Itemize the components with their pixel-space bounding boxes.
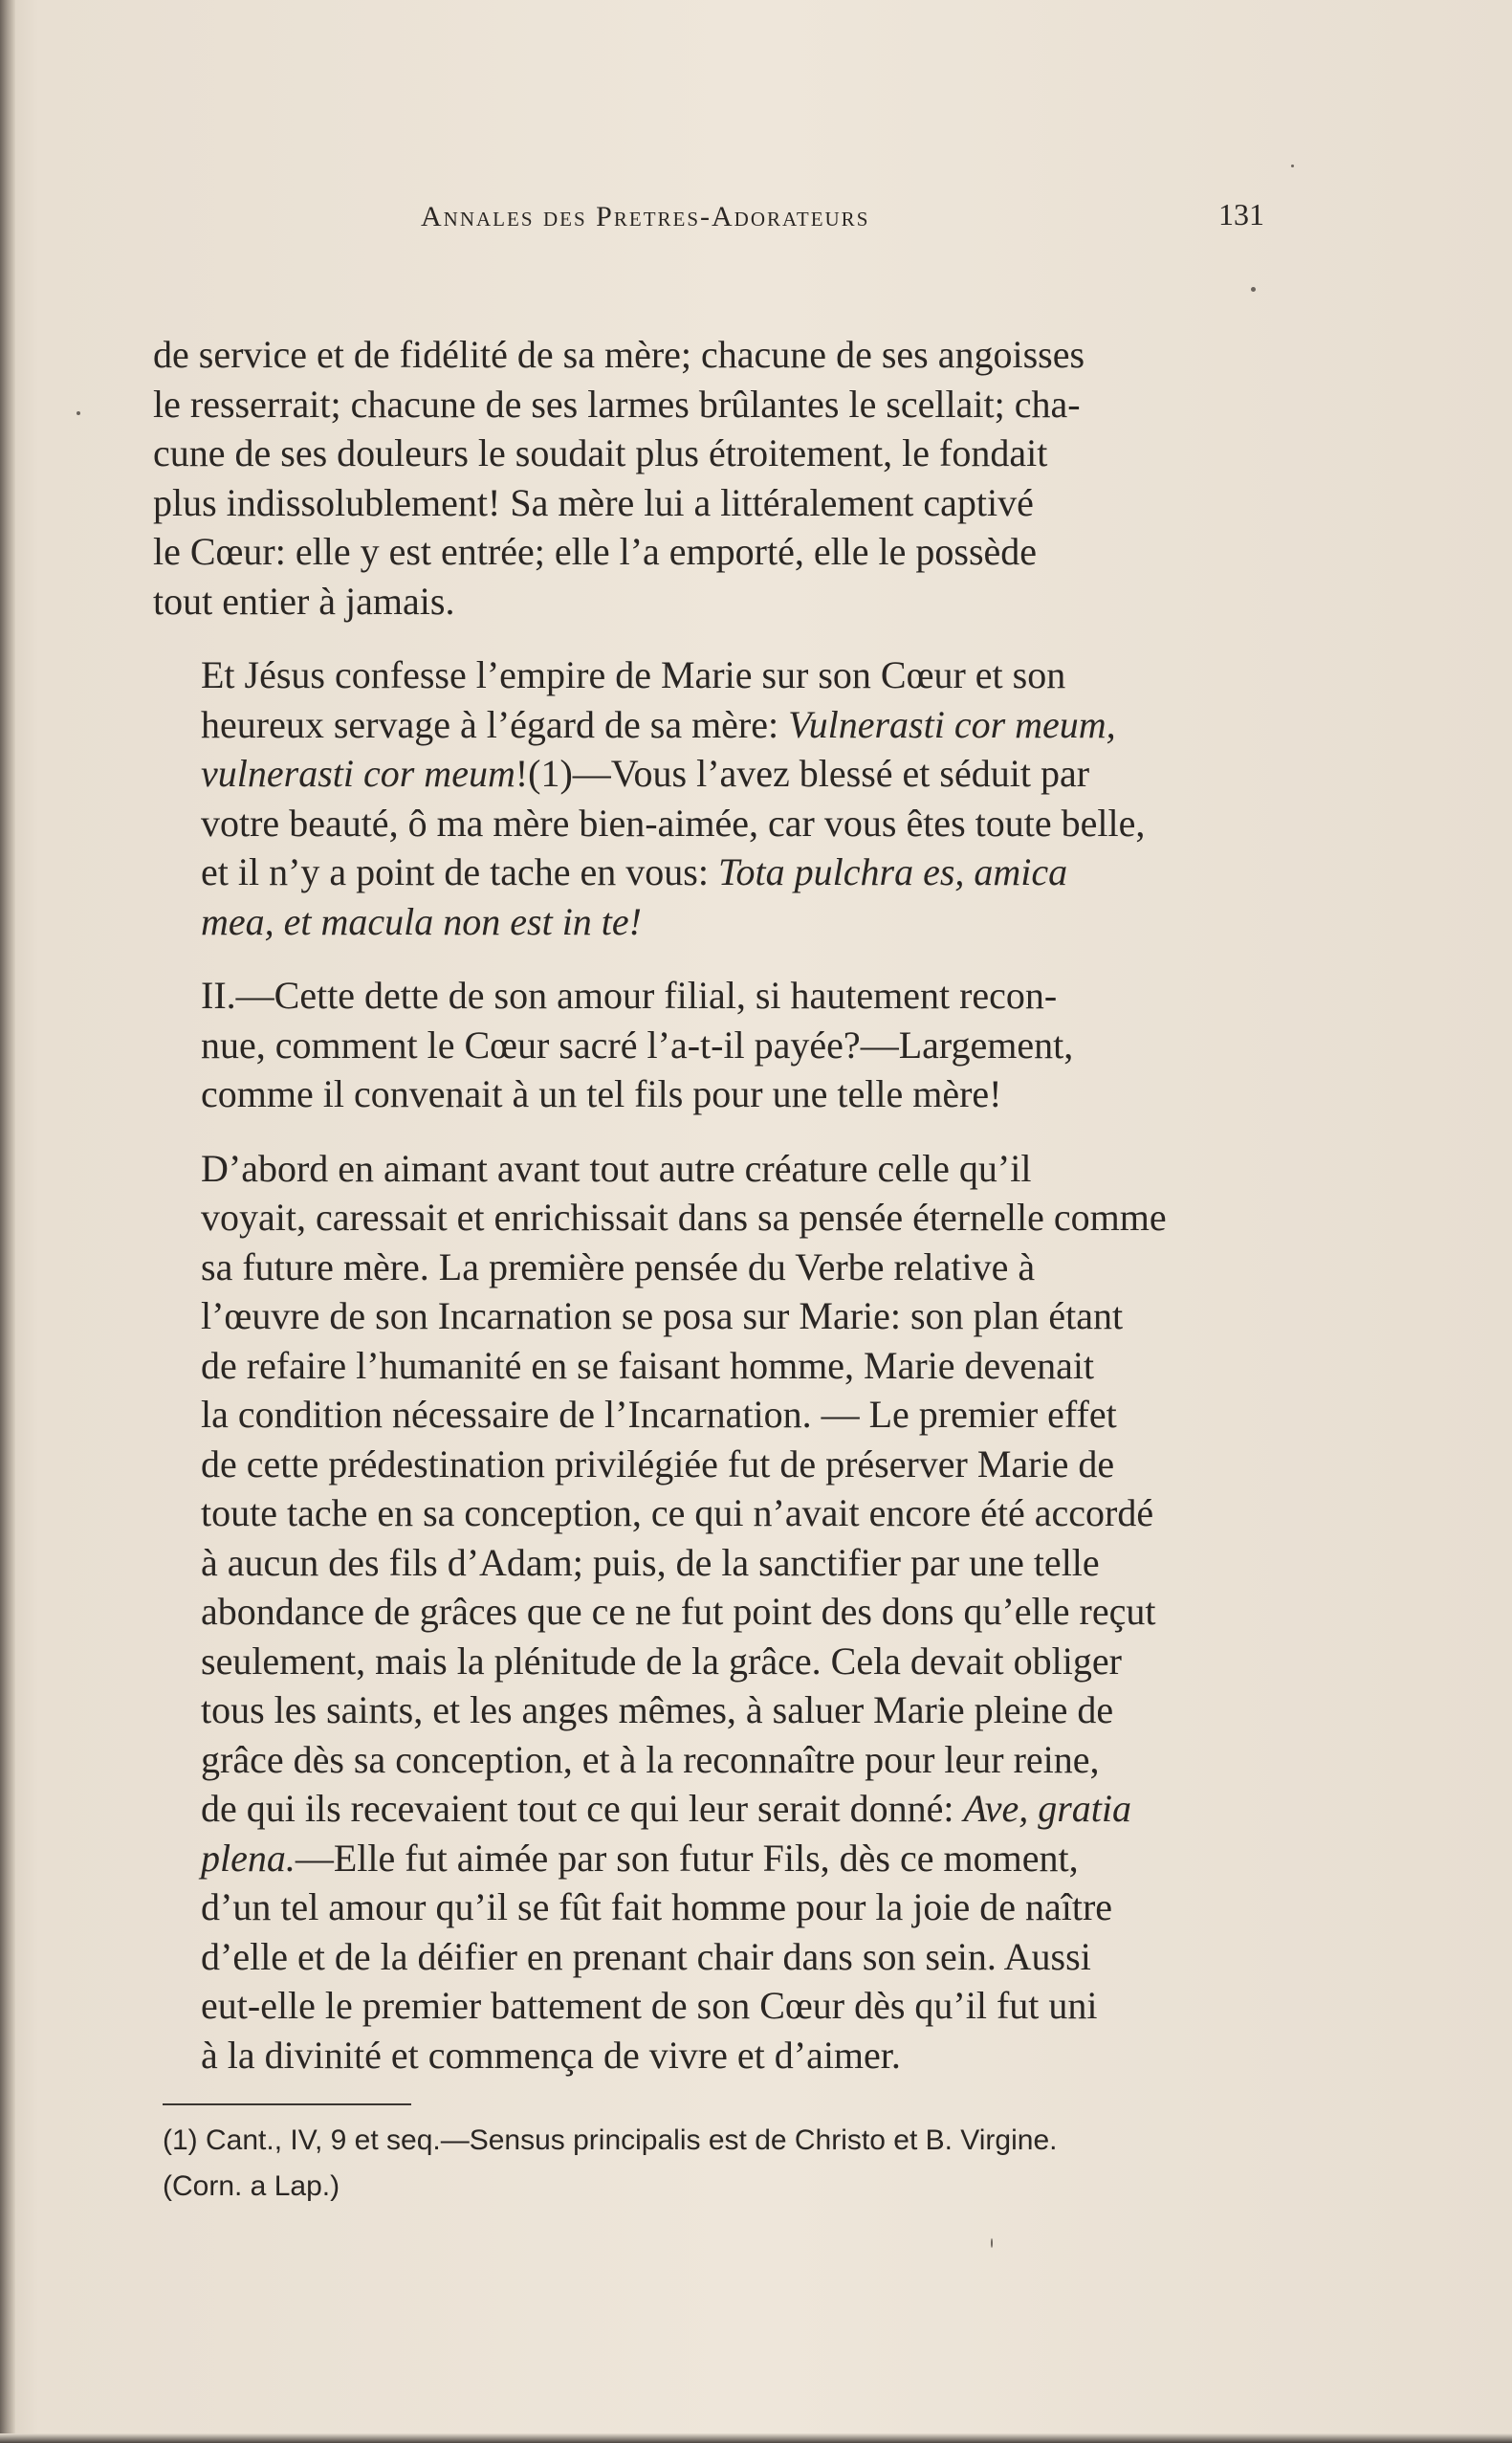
text-run: abondance de grâces que ce ne fut point des dons qu’elle reçut	[201, 1590, 1156, 1633]
text-run: seulement, mais la plénitude de la grâce. Cela devait obliger	[201, 1639, 1122, 1683]
text-line: le Cœur: elle y est entrée; elle l’a emporté, elle le possède	[153, 530, 1038, 573]
text-run: et il n’y a point de tache en vous:	[201, 850, 718, 893]
italic-latin-text: plena.	[201, 1836, 296, 1880]
paragraph	[153, 971, 1280, 1119]
text-run: voyait, caressait et enrichissait dans sa pensée éternelle comme	[201, 1196, 1167, 1239]
text-run: toute tache en sa conception, ce qui n’avait encore été accordé	[201, 1491, 1154, 1534]
text-line: nue, comment le Cœur sacré l’a-t-il payée?—Largement,	[201, 1023, 1074, 1067]
text-line	[153, 700, 1280, 750]
text-line: cune de ses douleurs le soudait plus étroitement, le fondait	[153, 431, 1048, 474]
page-bottom-edge	[0, 2433, 1512, 2443]
text-line: plus indissolublement! Sa mère lui a littéralement captivé	[153, 480, 1034, 524]
text-line	[153, 1735, 1280, 1785]
text-run: eut-elle le premier battement de son Cœur dès qu’il fut uni	[201, 1984, 1098, 2027]
text-line	[153, 1685, 1280, 1735]
text-run: D’abord en aimant avant tout autre créature celle qu’il	[201, 1146, 1032, 1190]
text-run: grâce dès sa conception, et à la reconnaître pour leur reine,	[201, 1737, 1100, 1781]
text-line	[153, 897, 1280, 947]
text-line	[153, 2031, 1280, 2080]
text-line	[153, 1784, 1280, 1834]
italic-latin-text: Tota pulchra es, amica	[717, 850, 1068, 893]
footnote	[163, 2118, 1310, 2210]
text-line: tout entier à jamais.	[153, 579, 455, 623]
text-run: sa future mère. La première pensée du Verbe relative à	[201, 1244, 1036, 1288]
italic-latin-text: vulnerasti cor meum	[201, 752, 515, 795]
italic-latin-text: Vulnerasti cor meum,	[788, 702, 1116, 746]
text-run: l’œuvre de son Incarnation se posa sur Marie: son plan étant	[201, 1294, 1124, 1337]
text-line	[153, 1390, 1280, 1440]
book-spine-shadow	[0, 0, 15, 2443]
text-line: de service et de fidélité de sa mère; chacune de ses angoisses	[153, 333, 1085, 376]
footnote-line: (Corn. a Lap.)	[163, 2170, 340, 2202]
text-line	[153, 1932, 1280, 1982]
paper-speck	[1291, 165, 1294, 167]
paragraph	[153, 650, 1280, 946]
text-run: —Elle fut aimée par son futur Fils, dès ce moment,	[295, 1836, 1079, 1880]
text-line	[153, 1341, 1280, 1391]
text-run: de qui ils recevaient tout ce qui leur serait donné:	[201, 1787, 964, 1830]
text-run: de cette prédestination privilégiée fut de préserver Marie de	[201, 1442, 1115, 1486]
text-run: heureux servage à l’égard de sa mère:	[201, 702, 789, 746]
text-line	[153, 749, 1280, 799]
text-run: votre beauté, ô ma mère bien-aimée, car vous êtes toute belle,	[201, 801, 1146, 845]
text-run: d’elle et de la déifier en prenant chair dans son sein. Aussi	[201, 1934, 1091, 1978]
italic-latin-text: mea, et macula non est in te!	[201, 899, 642, 943]
text-line	[153, 650, 1280, 700]
text-line	[153, 1193, 1280, 1243]
text-line	[153, 799, 1280, 848]
text-run: Et Jésus confesse l’empire de Marie sur son Cœur et son	[201, 653, 1066, 696]
text-run: à aucun des fils d’Adam; puis, de la sanctifier par une telle	[201, 1540, 1100, 1584]
running-head: Annales des Pretres-Adorateurs	[421, 201, 870, 232]
text-line	[153, 1882, 1280, 1932]
text-line	[153, 1488, 1280, 1538]
text-line	[153, 847, 1280, 897]
text-line	[153, 1637, 1280, 1686]
text-line	[153, 1243, 1280, 1292]
text-line: II.—Cette dette de son amour filial, si hautement recon-	[201, 974, 1058, 1017]
text-line: comme il convenait à un tel fils pour une telle mère!	[201, 1072, 1002, 1115]
paper-speck	[991, 2238, 993, 2248]
text-run: à la divinité et commença de vivre et d’aimer.	[201, 2033, 901, 2077]
text-run: !(1)—Vous l’avez blessé et séduit par	[515, 752, 1090, 795]
text-run: la condition nécessaire de l’Incarnation. — Le premier effet	[201, 1393, 1117, 1436]
text-line	[153, 1834, 1280, 1883]
text-line	[153, 1538, 1280, 1588]
page-number: 131	[1218, 197, 1264, 231]
text-line	[153, 1144, 1280, 1194]
text-run: d’un tel amour qu’il se fût fait homme pour la joie de naître	[201, 1885, 1113, 1928]
paragraph	[153, 1144, 1280, 2080]
text-line	[153, 1587, 1280, 1637]
italic-latin-text: Ave, gratia	[963, 1787, 1132, 1830]
paper-speck	[77, 411, 80, 415]
footnote-line: (1) Cant., IV, 9 et seq.—Sensus principalis est de Christo et B. Virgine.	[163, 2124, 1058, 2156]
body-text	[153, 330, 1280, 2104]
footnote-rule	[163, 2103, 411, 2105]
text-line	[153, 1291, 1280, 1341]
text-line	[153, 1440, 1280, 1489]
text-line	[153, 1981, 1280, 2031]
paragraph	[153, 330, 1280, 626]
text-line: le resserrait; chacune de ses larmes brûlantes le scellait; cha-	[153, 382, 1081, 426]
paper-speck	[1251, 287, 1256, 292]
text-run: de refaire l’humanité en se faisant homme, Marie devenait	[201, 1343, 1095, 1387]
text-run: tous les saints, et les anges mêmes, à saluer Marie pleine de	[201, 1688, 1114, 1731]
